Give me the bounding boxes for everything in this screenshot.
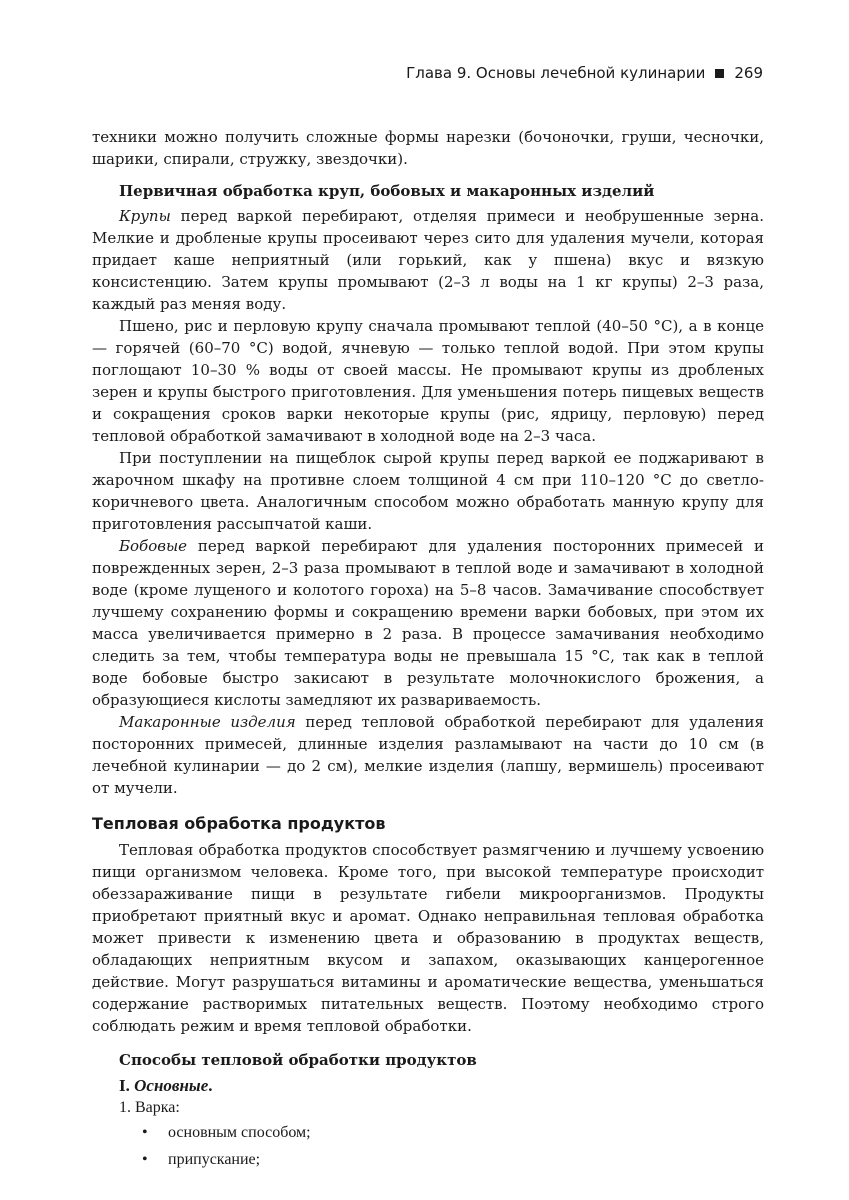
term-legumes: Бобовые (119, 537, 188, 555)
bullet-text: основным способом; (168, 1124, 311, 1141)
paragraph-washing: Пшено, рис и перловую крупу сначала промывают теплой (40–50 °С), а в конце — горячей (60–70 °С) водой, ячневую — только теплой водой. При этом крупы поглощают 10–30 % воды от своей массы. Не промывают крупы из дробленых зерен и крупы быстрого приготовления. Для уменьшения потерь пищевых веществ и сокращения сроков варки некоторые крупы (рис, ядрицу, перловую) перед тепловой обработкой замачивают в холодной воде на 2–3 часа. (92, 317, 764, 445)
bullet-text: припускание; (168, 1151, 261, 1168)
paragraph-cereals (92, 205, 764, 315)
body-text (92, 126, 764, 1173)
bullet-icon: • (142, 1124, 148, 1141)
list-heading-label: Основные (134, 1076, 209, 1095)
paragraph-cereals-text: перед варкой перебирают, отделяя примеси и необрушенные зерна. Мелкие и дробленые крупы просеивают через сито для удаления мучели, которая придает каше неприятный (или горький, как у пшена) вкус и вязкую консистенцию. Затем крупы промывают (2–3 л воды на 1 кг крупы) 2–3 раза, каждый раз меняя воду. (92, 207, 764, 313)
page-number: 269 (734, 64, 763, 82)
list-heading-main (119, 1075, 764, 1097)
bullet-icon: • (142, 1151, 148, 1168)
paragraph-roasting: При поступлении на пищеблок сырой крупы перед варкой ее поджаривают в жарочном шкафу на противне слоем толщиной 4 см при 110–120 °С до светло-коричневого цвета. Аналогичным способом можно обработать манную крупу для приготовления рассыпчатой каши. (92, 449, 764, 533)
chapter-title: Глава 9. Основы лечебной кулинарии (406, 64, 706, 82)
separator-square-icon (715, 69, 724, 78)
paragraph-pasta-text: перед тепловой обработкой перебирают для удаления посторонних примесей, длинные изделия разламывают на части до 10 см (в лечебной кулинарии — до 2 см), мелкие изделия (лапшу, вермишель) просеивают от мучели. (92, 713, 764, 797)
term-cereals: Крупы (119, 207, 171, 225)
section-heading-heat-treatment: Тепловая обработка продуктов (92, 814, 386, 833)
list-heading-number: I. (119, 1076, 130, 1095)
paragraph-legumes-text: перед варкой перебирают для удаления посторонних примесей и поврежденных зерен, 2–3 раза промывают в теплой воде и замачивают в холодной воде (кроме лущеного и колотого гороха) на 5–8 часов. Замачивание способствует лучшему сохранению формы и сокращению времени варки бобовых, при этом их масса увеличивается примерно в 2 раза. В процессе замачивания необходимо следить за тем, чтобы температура воды не превышала 15 °С, так как в теплой воде бобовые быстро закисают в результате молочнокислого брожения, а образующиеся кислоты замедляют их развариваемость. (92, 537, 764, 709)
paragraph-legumes (92, 535, 764, 711)
paragraph-pasta (92, 711, 764, 799)
bullet-item (142, 1119, 764, 1146)
list-item-boiling: 1. Варка: (119, 1099, 180, 1116)
term-pasta: Макаронные изделия (119, 713, 296, 731)
bullet-item (142, 1146, 764, 1173)
list-heading-dot: . (208, 1076, 213, 1095)
section-heading-primary-processing: Первичная обработка круп, бобовых и макаронных изделий (119, 182, 655, 200)
paragraph-heat-treatment: Тепловая обработка продуктов способствует размягчению и лучшему усвоению пищи организмом человека. Кроме того, при высокой температуре происходит обеззараживание пищи в результате гибели микроорганизмов. Продукты приобретают приятный вкус и аромат. Однако неправильная тепловая обработка может привести к изменению цвета и образованию в продуктах веществ, обладающих неприятным вкусом и запахом, оказывающих канцерогенное действие. Могут разрушаться витамины и ароматические вещества, уменьшаться содержание растворимых питательных веществ. Поэтому необходимо строго соблюдать режим и время тепловой обработки. (92, 841, 764, 1035)
section-heading-methods: Способы тепловой обработки продуктов (119, 1051, 477, 1069)
bullet-list (92, 1119, 764, 1173)
running-head (406, 64, 763, 82)
paragraph-continuation: техники можно получить сложные формы нарезки (бочоночки, груши, чесночки, шарики, спирали, стружку, звездочки). (92, 128, 764, 168)
methods-list (92, 1075, 764, 1173)
